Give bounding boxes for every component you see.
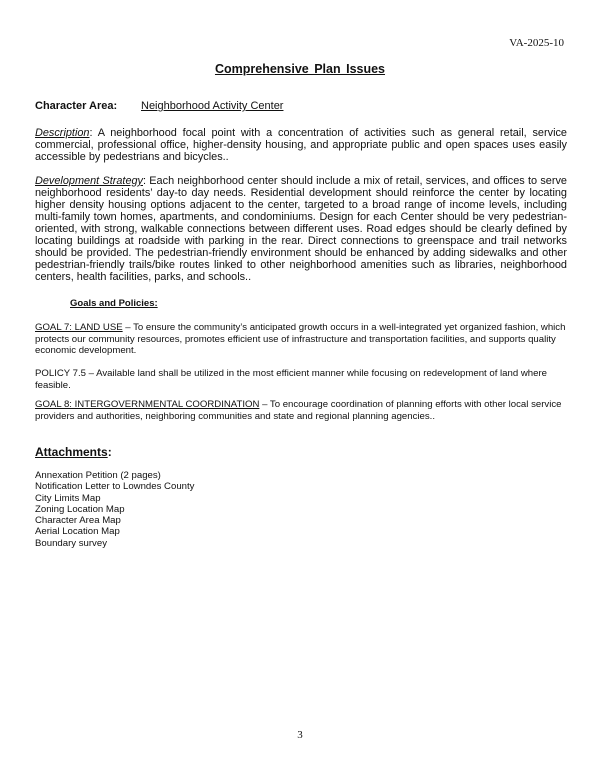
goal-8-label: GOAL 8: INTERGOVERNMENTAL COORDINATION	[35, 399, 260, 410]
attachments-heading: Attachments:	[35, 445, 112, 459]
goals-heading: Goals and Policies:	[70, 298, 158, 309]
list-item: Annexation Petition (2 pages)	[35, 470, 161, 481]
description-text: : A neighborhood focal point with a concentration of activities such as general retail, service commercial, professional office, higher-density housing, and appropriate public and open spaces uses easily accessible by pedestrians and bicycles..	[35, 127, 567, 163]
character-area-label: Character Area:	[35, 100, 118, 112]
page-number: 3	[297, 729, 303, 741]
list-item: Notification Letter to Lowndes County	[35, 481, 195, 493]
goal-8-paragraph	[35, 399, 567, 422]
list-item: Boundary survey	[35, 537, 107, 549]
development-strategy-paragraph	[35, 175, 567, 283]
policy-7-5-text: POLICY 7.5 – Available land shall be utilized in the most efficient manner while focusing on redevelopment of land where feasible.	[35, 368, 547, 391]
policy-7-5-paragraph	[35, 368, 567, 391]
goal-7-text: – To ensure the community’s anticipated growth occurs in a well-integrated yet organized fashion, which protects our community resources, promotes efficient use of infrastructure and transportation facilities, and supports quality economic development.	[35, 322, 566, 356]
list-item: City Limits Map	[35, 492, 101, 504]
description-label: Description	[35, 127, 90, 139]
character-area-row	[35, 100, 284, 112]
goal-8-text: – To encourage coordination of planning efforts with other local service providers and authorities, neighboring communities and state and regional planning agencies..	[35, 399, 562, 422]
page-title: Comprehensive Plan Issues	[214, 62, 386, 76]
list-item: Aerial Location Map	[35, 526, 120, 538]
development-strategy-label: Development Strategy	[35, 175, 143, 187]
list-item: Zoning Location Map	[35, 503, 125, 515]
development-strategy-text: : Each neighborhood center should include a mix of retail, services, and offices to serve neighborhood residents’ day-to day needs. Residential development should reinforce the center by locating higher density housing options adjacent to the center, targeted to a broad range of income levels, including multi-family town homes, apartments, and condominiums. Design for each Center should be very pedestrian-oriented, with strong, walkable connections between different uses. Road edges should be clearly defined by locating buildings at roadside with parking in the rear. Direct connections to greenspace and trail networks should be provided. The pedestrian-friendly environment should be enhanced by adding sidewalks and other pedestrian-friendly trails/bike routes linked to other neighborhood amenities such as libraries, neighborhood centers, health facilities, parks, and schools..	[35, 175, 567, 283]
list-item: Character Area Map	[35, 515, 121, 527]
attachments-list	[35, 470, 194, 549]
goal-7-paragraph	[35, 322, 567, 357]
character-area-value: Neighborhood Activity Center	[141, 100, 284, 112]
goal-7-label: GOAL 7: LAND USE	[35, 322, 123, 333]
description-paragraph	[35, 127, 567, 163]
case-number: VA-2025-10	[509, 37, 564, 49]
